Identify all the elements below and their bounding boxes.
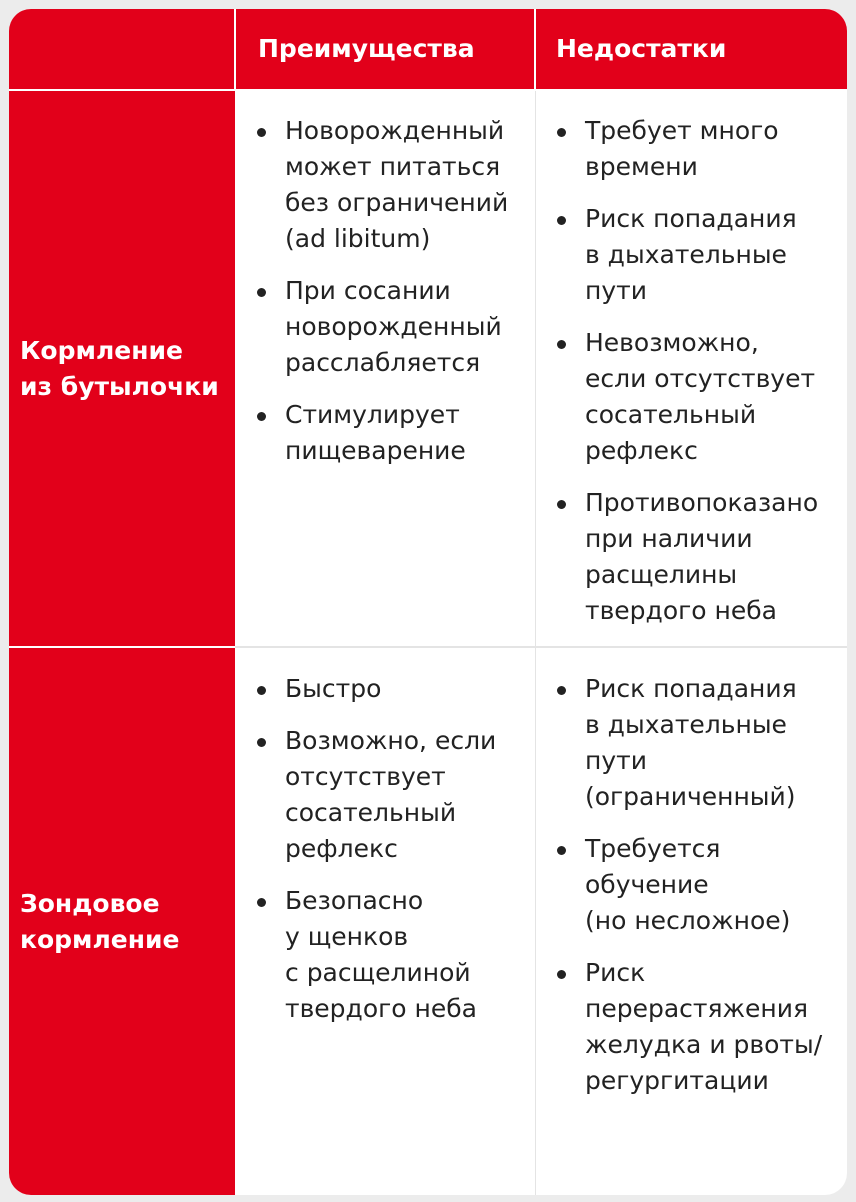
tube-advantages-cell — [247, 671, 537, 1043]
tube-disadvantages-cell — [547, 671, 845, 1115]
list-item: Возможно, если отсутствует сосательный рефлекс — [247, 723, 537, 867]
header-divider — [234, 9, 236, 89]
list-item: Противопоказано при наличии расщелины твердого неба — [547, 485, 845, 629]
header-disadvantages: Недостатки — [556, 34, 727, 63]
list-item: Невозможно, если отсутствует сосательный рефлекс — [547, 325, 845, 469]
list-item: Требуется обучение (но несложное) — [547, 831, 845, 939]
list-item: Стимулирует пищеварение — [247, 397, 537, 469]
list-item: Риск перерастяжения желудка и рвоты/ регургитации — [547, 955, 845, 1099]
row-header-tube-feeding — [9, 648, 235, 1195]
table-header — [9, 9, 847, 89]
list-item: Риск попадания в дыхательные пути — [547, 201, 845, 309]
list-item: При сосании новорожденный расслабляется — [247, 273, 537, 381]
bottle-advantages-cell — [247, 113, 537, 485]
comparison-table — [9, 9, 847, 1195]
bottle-disadvantages-cell — [547, 113, 845, 645]
list-item: Безопасно у щенков с расщелиной твердого неба — [247, 883, 537, 1027]
list-item: Требует много времени — [547, 113, 845, 185]
header-divider — [534, 9, 536, 89]
row-divider — [235, 646, 847, 648]
row-label: Кормление из бутылочки — [20, 335, 219, 401]
list-item: Быстро — [247, 671, 537, 707]
header-advantages: Преимущества — [258, 34, 475, 63]
list-item: Риск попадания в дыхательные пути (ограниченный) — [547, 671, 845, 815]
list-item: Новорожденный может питаться без ограничений (ad libitum) — [247, 113, 537, 257]
row-header-bottle-feeding — [9, 91, 235, 646]
row-label: Зондовое кормление — [20, 888, 180, 954]
